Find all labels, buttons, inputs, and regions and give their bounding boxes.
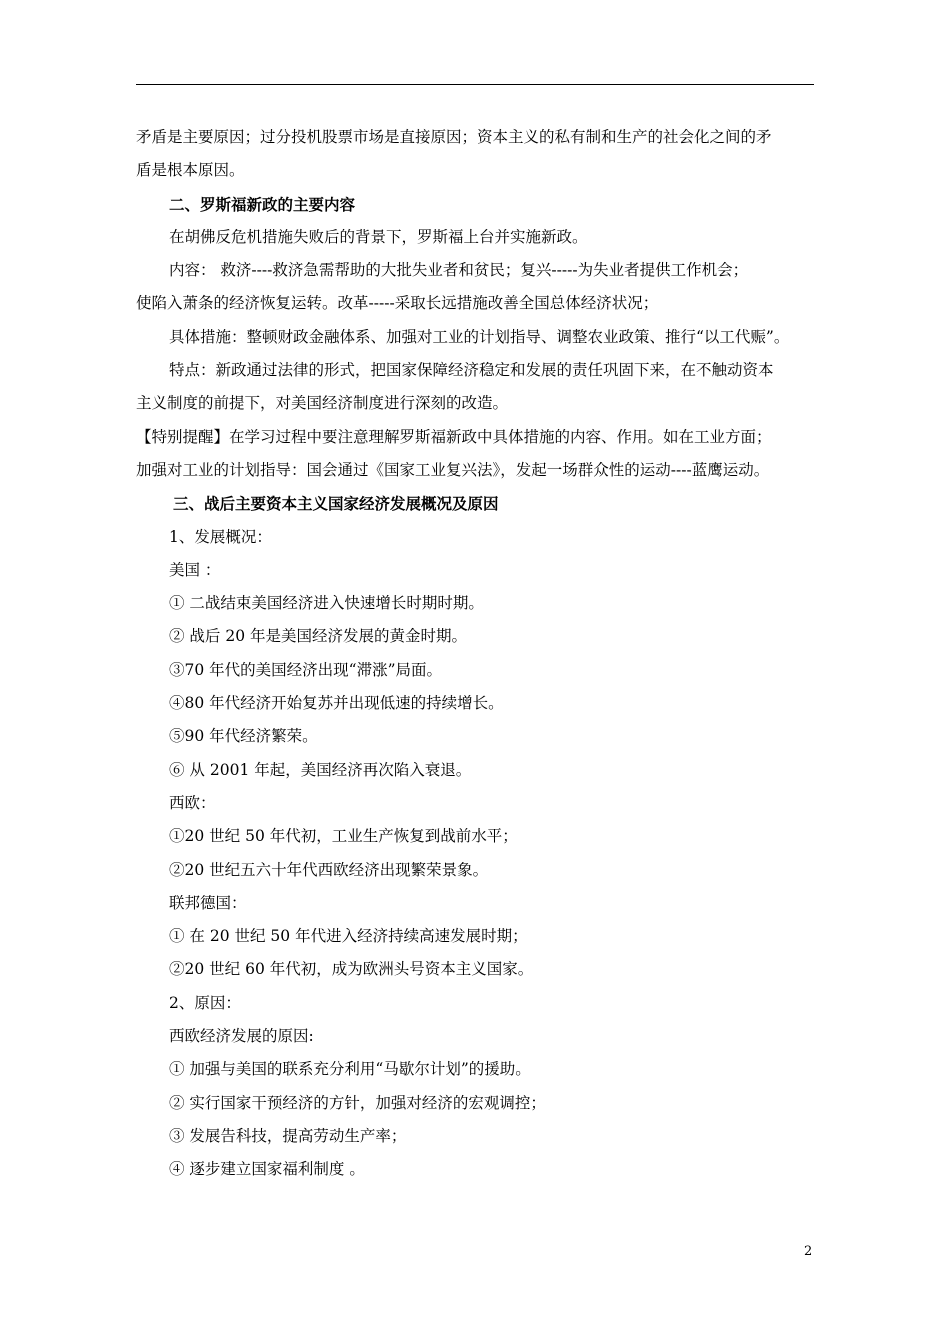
text-line: 1、发展概况： [169,527,272,546]
list-item: ② 战后 20 年是美国经济发展的黄金时期。 [169,627,468,646]
list-item: ①20 世纪 50 年代初，工业生产恢复到战前水平； [169,827,518,846]
text-line: 在胡佛反危机措施失败后的背景下，罗斯福上台并实施新政。 [169,227,588,246]
list-item: ②20 世纪五六十年代西欧经济出现繁荣景象。 [169,860,489,879]
section-heading: 二、罗斯福新政的主要内容 [169,194,356,214]
text-line: 具体措施：整顿财政金融体系、加强对工业的计划指导、调整农业政策、推行“以工代赈”。 [169,327,790,346]
list-item: ③ 发展告科技，提高劳动生产率； [169,1126,407,1145]
text-line: 特点：新政通过法律的形式，把国家保障经济稳定和发展的责任巩固下来，在不触动资本 [169,361,774,380]
text-line: 加强对工业的计划指导：国会通过《国家工业复兴法》，发起一场群众性的运动----蓝鹰运动。 [136,460,770,479]
list-item: ②20 世纪 60 年代初，成为欧洲头号资本主义国家。 [169,960,534,979]
list-item: ① 二战结束美国经济进入快速增长时期时期。 [169,594,484,613]
text-line: 【特别提醒】在学习过程中要注意理解罗斯福新政中具体措施的内容、作用。如在工业方面； [136,427,772,446]
list-item: ② 实行国家干预经济的方针，加强对经济的宏观调控； [169,1093,546,1112]
list-item: ④ 逐步建立国家福利制度 。 [169,1160,365,1179]
list-item: ④80 年代经济开始复苏并出现低速的持续增长。 [169,694,504,713]
text-line: 使陷入萧条的经济恢复运转。改革-----采取长远措施改善全国总体经济状况； [136,294,659,313]
text-line: 联邦德国： [169,893,247,912]
text-line: 主义制度的前提下，对美国经济制度进行深刻的改造。 [136,394,509,413]
text-line: 矛盾是主要原因；过分投机股票市场是直接原因；资本主义的私有制和生产的社会化之间的矛 [136,128,772,146]
text-line: 美国 ： [169,560,221,579]
text-line: 西欧： [169,793,216,812]
page-number: 2 [804,1244,813,1259]
list-item: ③70 年代的美国经济出现“滞涨”局面。 [169,660,442,679]
list-item: ⑤90 年代经济繁荣。 [169,727,318,746]
list-item: ① 在 20 世纪 50 年代进入经济持续高速发展时期； [169,927,528,946]
text-line: 西欧经济发展的原因: [169,1027,314,1046]
text-line: 2、原因： [169,993,241,1012]
list-item: ① 加强与美国的联系充分利用“马歇尔计划”的援助。 [169,1060,531,1079]
text-line: 盾是根本原因。 [136,161,245,180]
section-heading: 三、战后主要资本主义国家经济发展概况及原因 [173,494,499,514]
document-body [136,121,816,1187]
text-line: 内容： 救济----救济急需帮助的大批失业者和贫民；复兴-----为失业者提供工作机会； [169,261,749,280]
header-rule [136,84,814,85]
list-item: ⑥ 从 2001 年起，美国经济再次陷入衰退。 [169,760,472,779]
